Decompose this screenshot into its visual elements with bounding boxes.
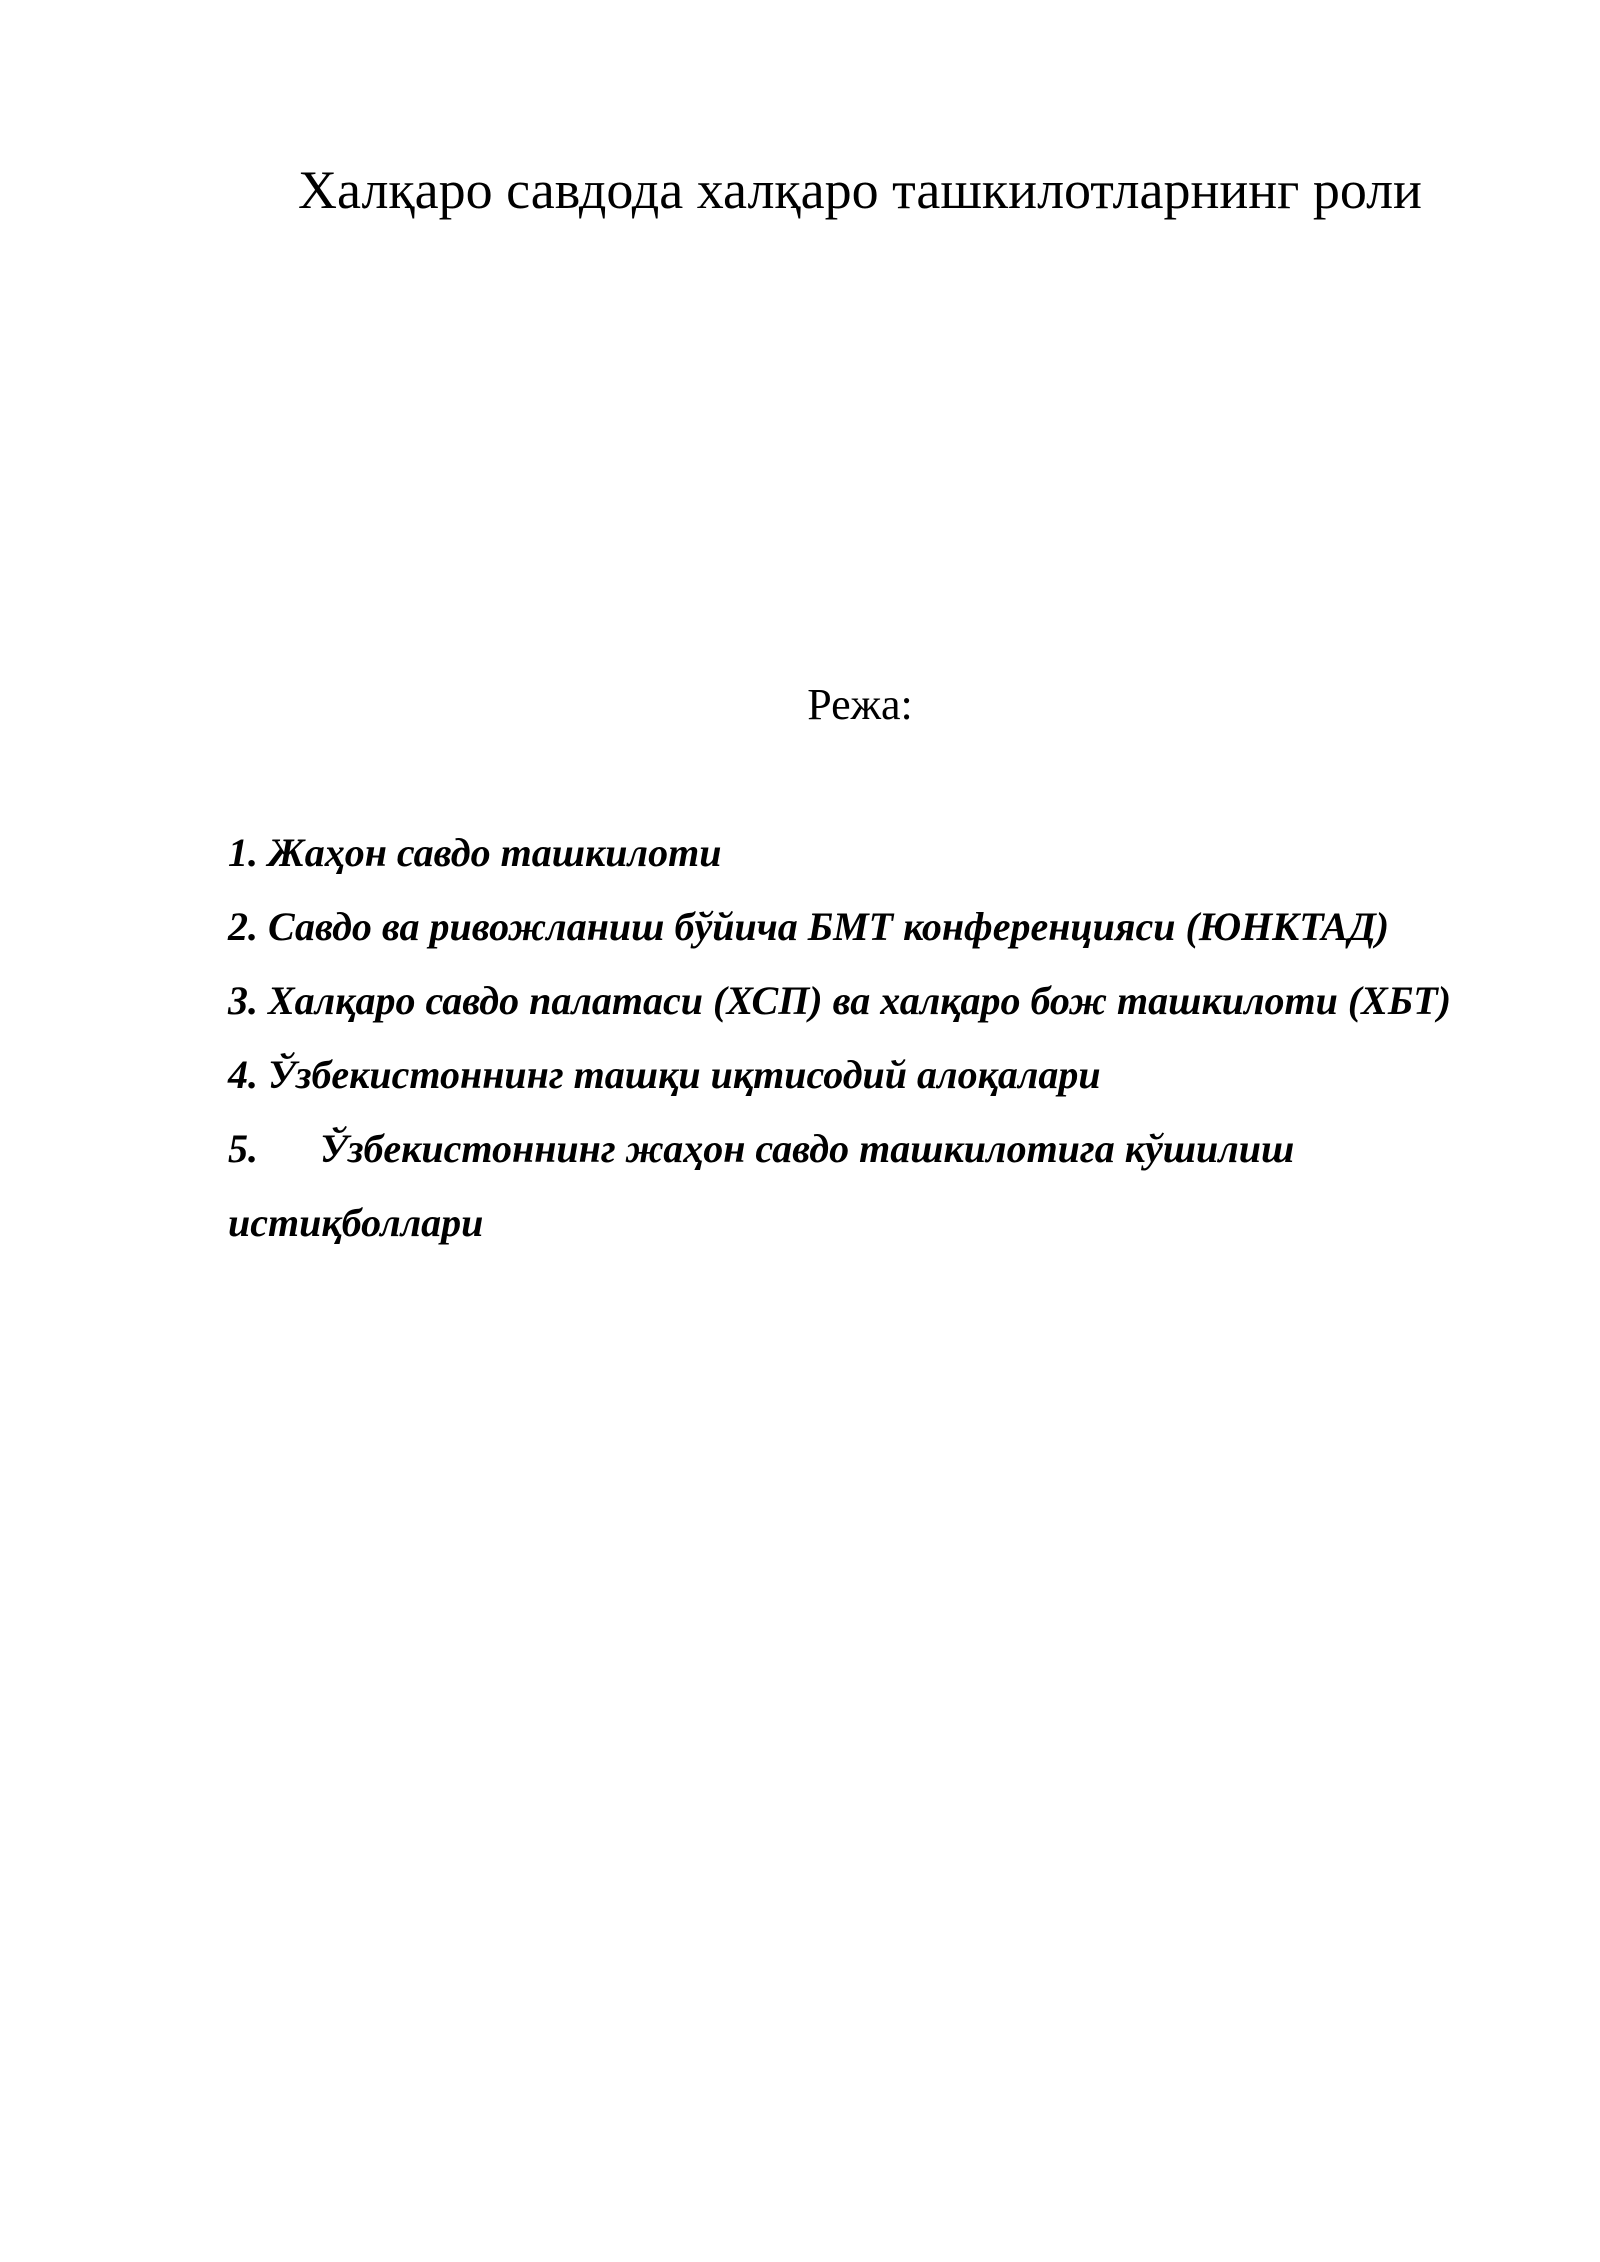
list-item — [228, 816, 1528, 890]
list-item — [228, 964, 1528, 1038]
list-item-number: 4. — [228, 1052, 258, 1097]
list-item-text: Ўзбекистоннинг жаҳон савдо ташкилотига кўшилиш истиқболлари — [228, 1126, 1295, 1245]
list-item — [228, 1038, 1528, 1112]
list-item — [228, 1112, 1528, 1260]
list-item-text: Савдо ва ривожланиш бўйича БМТ конференцияси (ЮНКТАД) — [268, 904, 1390, 949]
plan-heading: Режа: — [807, 680, 913, 729]
list-item-text: Жаҳон савдо ташкилоти — [268, 830, 722, 875]
list-item-number: 2. — [228, 904, 258, 949]
list-item — [228, 890, 1528, 964]
plan-list — [228, 816, 1528, 1260]
list-item-text: Ўзбекистоннинг ташқи иқтисодий алоқалари — [268, 1052, 1101, 1097]
list-item-number: 1. — [228, 830, 258, 875]
list-item-text: Халқаро савдо палатаси (ХСП) ва халқаро бож ташкилоти (ХБТ) — [268, 978, 1452, 1023]
list-item-number: 5. — [228, 1126, 258, 1171]
list-item-number: 3. — [228, 978, 258, 1023]
document-title: Халқаро савдода халқаро ташкилотларнинг роли — [298, 160, 1422, 220]
